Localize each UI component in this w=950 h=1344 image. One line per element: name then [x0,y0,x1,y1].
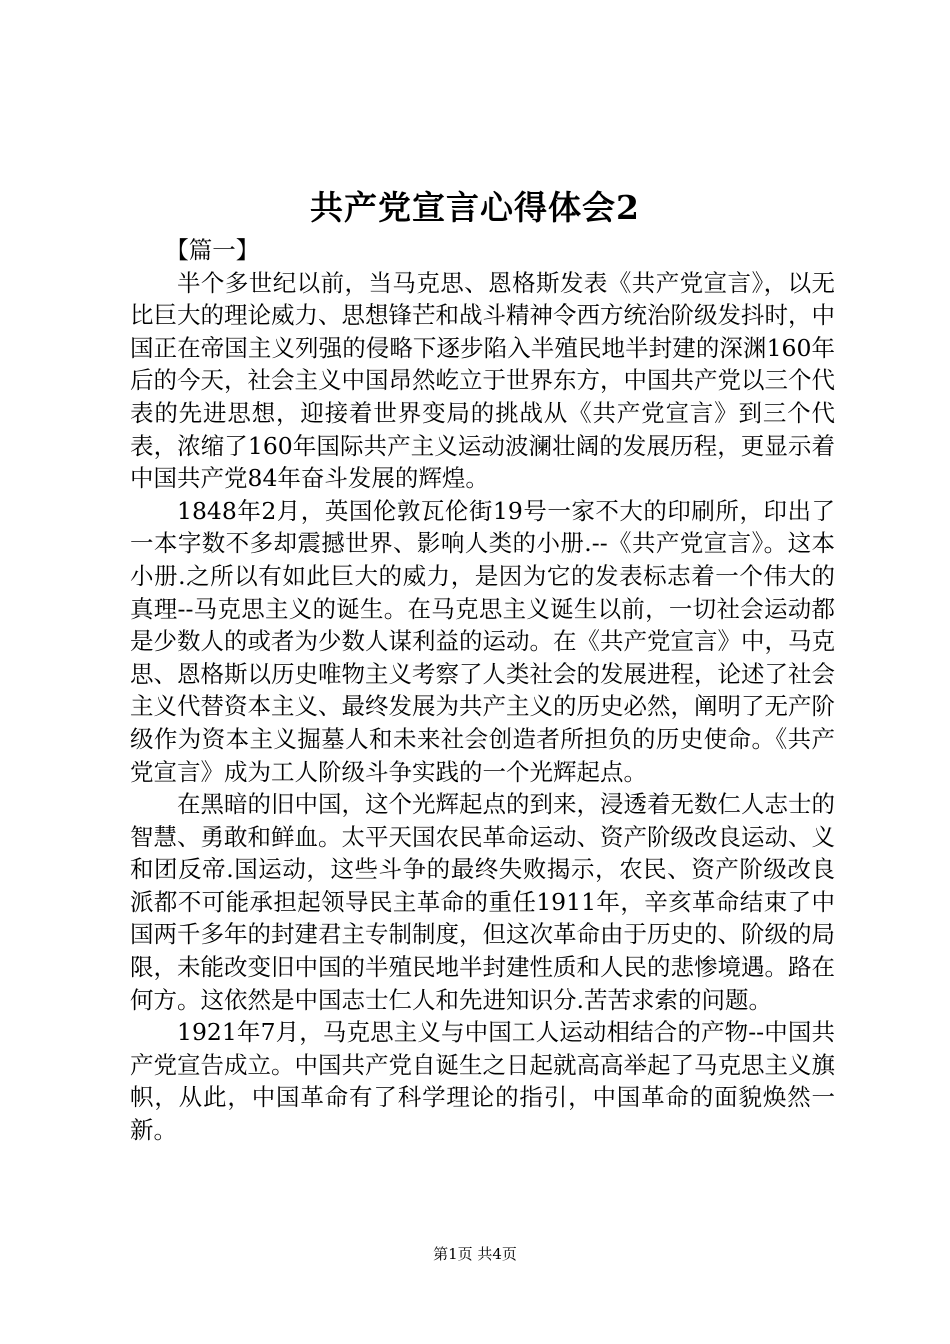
page-footer: 第1页 共4页 [433,1245,517,1263]
paragraph-2: 1848年2月，英国伦敦瓦伦街19号一家不大的印刷所，印出了一本字数不多却震撼世界、影响人类的小册.--《共产党宣言》。这本小册.之所以有如此巨大的威力，是因为它的发表标志着一个伟大的真理--马克思主义的诞生。在马克思主义诞生以前，一切社会运动都是少数人的或者为少数人谋利益的运动。在《共产党宣言》中，马克思、恩格斯以历史唯物主义考察了人类社会的发展进程，论述了社会主义代替资本主义、最终发展为共产主义的历史必然，阐明了无产阶级作为资本主义掘墓人和未来社会创造者所担负的历史使命。《共产党宣言》成为工人阶级斗争实践的一个光辉起点。 [130,496,835,786]
paragraph-3: 在黑暗的旧中国，这个光辉起点的到来，浸透着无数仁人志士的智慧、勇敢和鲜血。太平天国农民革命运动、资产阶级改良运动、义和团反帝.国运动，这些斗争的最终失败揭示，农民、资产阶级改良派都不可能承担起领导民主革命的重任1911年，辛亥革命结束了中国两千多年的封建君主专制制度，但这次革命由于历史的、阶级的局限，未能改变旧中国的半殖民地半封建性质和人民的悲惨境遇。路在何方。这依然是中国志士仁人和先进知识分.苦苦求索的问题。 [130,790,835,1014]
paragraph-1: 半个多世纪以前，当马克思、恩格斯发表《共产党宣言》，以无比巨大的理论威力、思想锋芒和战斗精神令西方统治阶级发抖时，中国正在帝国主义列强的侵略下逐步陷入半殖民地半封建的深渊160年后的今天，社会主义中国昂然屹立于世界东方，中国共产党以三个代表的先进思想，迎接着世界变局的挑战从《共产党宣言》到三个代表，浓缩了160年国际共产主义运动波澜壮阔的发展历程，更显示着中国共产党84年奋斗发展的辉煌。 [130,268,835,493]
section-label: 【篇一】 [165,236,260,264]
paragraph-4: 1921年7月，马克思主义与中国工人运动相结合的产物--中国共产党宣告成立。中国共产党自诞生之日起就高高举起了马克思主义旗帜，从此，中国革命有了科学理论的指引，中国革命的面貌焕然一新。 [130,1018,835,1145]
document-title: 共产党宣言心得体会2 [310,188,640,227]
document-body [130,234,835,1147]
